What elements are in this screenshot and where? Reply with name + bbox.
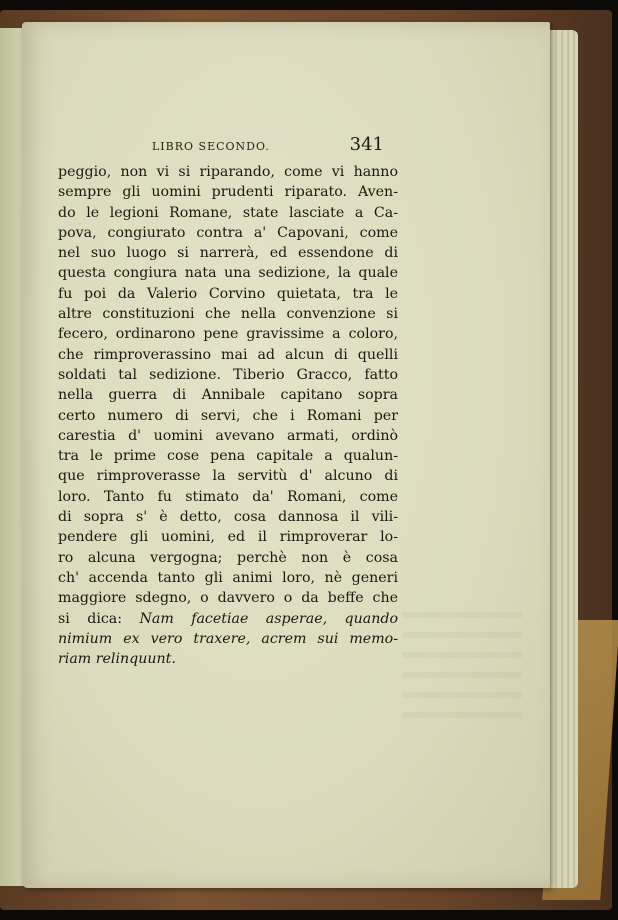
text-line: sempre gli uomini prudenti riparato. Aven- — [58, 184, 398, 201]
text-line: pova, congiurato contra a' Capovani, come — [58, 224, 398, 241]
text-line: di sopra s' è detto, cosa dannosa il vili- — [58, 509, 398, 526]
text-line: fu poi da Valerio Corvino quietata, tra le — [58, 285, 398, 302]
text-line-with-quote — [58, 609, 398, 629]
running-head: LIBRO SECONDO. — [152, 140, 270, 153]
text-line: do le legioni Romane, state lasciate a Ca- — [58, 204, 398, 221]
text-line: peggio, non vi si riparando, come vi hanno — [58, 164, 398, 180]
text-line: pendere gli uomini, ed il rimproverar lo- — [58, 529, 398, 546]
latin-quote-line: riam relinquunt. — [58, 651, 176, 668]
text-line: ro alcuna vergogna; perchè non è cosa — [58, 549, 398, 566]
text-line: nella guerra di Annibale capitano sopra — [58, 387, 398, 404]
text-line: certo numero di servi, che i Romani per — [58, 407, 398, 424]
text-line: soldati tal sedizione. Tiberio Gracco, fatto — [58, 366, 398, 383]
text-line: nel suo luogo si narrerà, ed essendone di — [58, 245, 398, 262]
bleed-through — [402, 612, 522, 732]
page-header — [152, 136, 384, 158]
text-segment: si dica: — [58, 610, 123, 627]
text-line: questa congiura nata una sedizione, la quale — [58, 265, 398, 282]
text-line: maggiore sdegno, o davvero o da beffe che — [58, 590, 398, 607]
text-line: carestia d' uomini avevano armati, ordinò — [58, 427, 398, 444]
text-line: que rimproverasse la servitù d' alcuno di — [58, 468, 398, 485]
text-line: tra le prime cose pena capitale a qualun- — [58, 448, 398, 465]
text-line: fecero, ordinarono pene gravissime a coloro, — [58, 326, 398, 343]
latin-quote-line: nimium ex vero traxere, acrem sui memo- — [58, 630, 398, 647]
page-number: 341 — [349, 134, 384, 155]
body-text — [58, 162, 398, 669]
text-line: altre constituzioni che nella convenzione si — [58, 306, 398, 323]
text-line: loro. Tanto fu stimato da' Romani, come — [58, 488, 398, 505]
text-line: ch' accenda tanto gli animi loro, nè generi — [58, 569, 398, 586]
latin-quote: Nam facetiae asperae, quando — [139, 610, 398, 627]
text-line: che rimproverassino mai ad alcun di quelli — [58, 346, 398, 363]
